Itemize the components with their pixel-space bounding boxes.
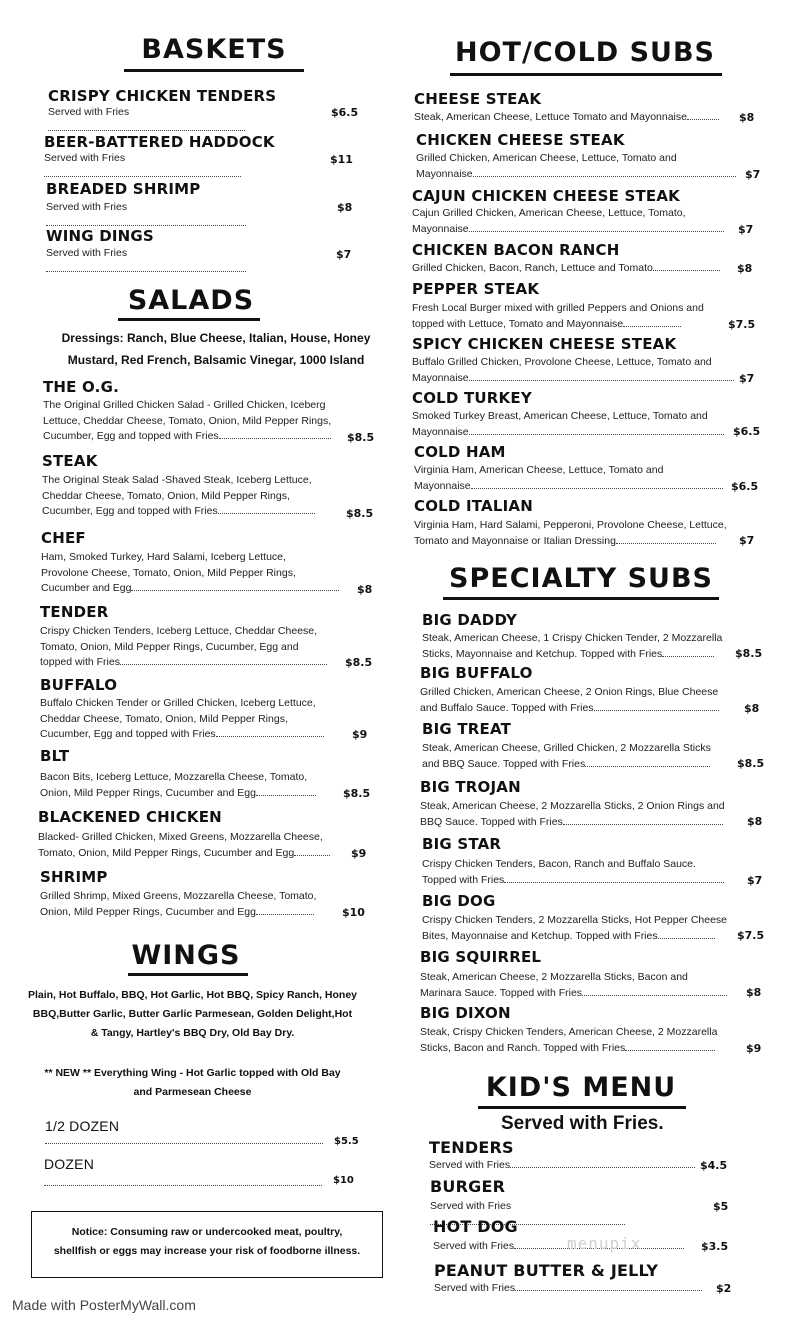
item-name: BIG DOG: [422, 892, 496, 910]
item-description: Served with Fries: [434, 1281, 709, 1297]
item-name: BIG TROJAN: [420, 778, 521, 796]
item-price: $8.5: [346, 507, 374, 520]
item-description: Bacon Bits, Iceberg Lettuce, Mozzarella Cheese, Tomato, Onion, Mild Pepper Rings, Cucumber and Egg: [40, 770, 340, 801]
item-name: CHEF: [41, 529, 86, 547]
item-name: PEANUT BUTTER & JELLY: [434, 1261, 659, 1280]
item-description: Served with Fries: [429, 1158, 699, 1174]
specialty-subs-rule: [443, 597, 719, 600]
item-price: $8: [357, 583, 373, 596]
item-name: BLACKENED CHICKEN: [38, 808, 222, 826]
hot-cold-subs-rule: [450, 73, 722, 76]
item-name: BIG BUFFALO: [420, 664, 533, 682]
item-price: $7: [336, 248, 352, 261]
item-name: BIG DADDY: [422, 611, 518, 629]
item-price: $8: [737, 262, 753, 275]
menupix-watermark: menupix: [567, 1234, 642, 1253]
item-description: Grilled Shrimp, Mixed Greens, Mozzarella Cheese, Tomato, Onion, Mild Pepper Rings, Cucumber and Egg: [40, 890, 317, 918]
item-name: BEER-BATTERED HADDOCK: [44, 133, 275, 151]
item-price: $7: [745, 168, 761, 181]
item-price: $3.5: [701, 1240, 729, 1253]
item-description: Steak, American Cheese, 2 Mozzarella Sticks, Bacon and Marinara Sauce. Topped with Fries: [420, 970, 740, 1001]
item-name: BIG STAR: [422, 835, 502, 853]
item-description: Served with Fries: [430, 1199, 705, 1230]
item-description: Crispy Chicken Tenders, Iceberg Lettuce, Cheddar Cheese, Tomato, Onion, Mild Pepper Rings, Cucumber, Egg and topped with Fries: [40, 624, 345, 671]
item-price: $7: [747, 874, 763, 887]
item-description: Cajun Grilled Chicken, American Cheese, Lettuce, Tomato, Mayonnaise: [412, 206, 727, 237]
item-name: BUFFALO: [40, 676, 118, 694]
item-dots: [45, 1143, 323, 1144]
item-price: $6.5: [731, 480, 759, 493]
item-description: Virginia Ham, Hard Salami, Pepperoni, Provolone Cheese, Lettuce, Tomato and Mayonnaise or Italian Dressing: [414, 519, 727, 547]
item-description: Steak, American Cheese, Lettuce Tomato and Mayonnaise: [414, 110, 734, 126]
item-name: CAJUN CHICKEN CHEESE STEAK: [412, 187, 680, 205]
item-price: $7: [739, 372, 755, 385]
item-description: Steak, American Cheese, 2 Mozzarella Sticks, 2 Onion Rings and BBQ Sauce. Topped with Fries: [420, 800, 725, 828]
item-name: BURGER: [430, 1177, 506, 1196]
item-description: Served with Fries: [48, 105, 323, 136]
wings-rule: [128, 973, 248, 976]
item-name: CHEESE STEAK: [414, 90, 542, 108]
item-description: Steak, Crispy Chicken Tenders, American Cheese, 2 Mozzarella Sticks, Bacon and Ranch. Topped with Fries: [420, 1026, 718, 1054]
item-price: $8.5: [343, 787, 371, 800]
item-description: Grilled Chicken, Bacon, Ranch, Lettuce and Tomato: [412, 261, 732, 277]
item-description: Steak, American Cheese, Grilled Chicken, 2 Mozzarella Sticks and BBQ Sauce. Topped with Fries: [422, 742, 711, 770]
item-price: $7.5: [728, 318, 756, 331]
baskets-title: BASKETS: [141, 34, 287, 65]
item-name: TENDER: [40, 603, 109, 621]
item-price: $8.5: [345, 656, 373, 669]
item-price: $9: [351, 847, 367, 860]
item-price: $9: [746, 1042, 762, 1055]
item-price: $8.5: [347, 431, 375, 444]
item-description: Steak, American Cheese, 1 Crispy Chicken Tender, 2 Mozzarella Sticks, Mayonnaise and Ketchup. Topped with Fries: [422, 632, 723, 660]
item-name: SHRIMP: [40, 868, 108, 886]
item-name: BIG DIXON: [420, 1004, 511, 1022]
item-price: $10: [333, 1175, 354, 1186]
item-price: $5: [713, 1200, 729, 1213]
item-price: $8: [739, 111, 755, 124]
wing-flavors: Plain, Hot Buffalo, BBQ, Hot Garlic, Hot BBQ, Spicy Ranch, Honey BBQ,Butter Garlic, Butter Garlic Parmesean, Golden Delight,Hot & Tangy, Hartley's BBQ Dry, Old Bay Dry.: [27, 989, 358, 1039]
item-price: $7.5: [737, 929, 765, 942]
baskets-rule: [124, 69, 304, 72]
item-price: $11: [330, 153, 353, 166]
item-description: Smoked Turkey Breast, American Cheese, Lettuce, Tomato and Mayonnaise: [412, 409, 732, 440]
item-name: BIG TREAT: [422, 720, 512, 738]
new-wing-promo: ** NEW ** Everything Wing - Hot Garlic topped with Old Bay and Parmesean Cheese: [44, 1067, 341, 1098]
dressings-list: Dressings: Ranch, Blue Cheese, Italian, House, Honey Mustard, Red French, Balsamic Vinegar, 1000 Island: [61, 331, 371, 367]
item-description: Buffalo Chicken Tender or Grilled Chicken, Iceberg Lettuce, Cheddar Cheese, Tomato, Onion, Mild Pepper Rings, Cucumber, Egg and topped with Fries: [40, 696, 345, 743]
item-name: DOZEN: [44, 1156, 94, 1172]
item-name: CHICKEN BACON RANCH: [412, 241, 620, 259]
item-price: $7: [739, 534, 755, 547]
item-name: TENDERS: [429, 1138, 514, 1157]
item-name: BREADED SHRIMP: [46, 180, 201, 198]
item-price: $8: [744, 702, 760, 715]
item-price: $2: [716, 1282, 732, 1295]
item-description: Ham, Smoked Turkey, Hard Salami, Iceberg Lettuce, Provolone Cheese, Tomato, Onion, Mild Pepper Rings, Cucumber and Egg: [41, 550, 351, 597]
item-description: Buffalo Grilled Chicken, Provolone Cheese, Lettuce, Tomato and Mayonnaise: [412, 355, 737, 386]
item-price: $8: [747, 815, 763, 828]
item-price: $8.5: [735, 647, 763, 660]
item-name: COLD TURKEY: [412, 389, 532, 407]
item-name: WING DINGS: [46, 227, 154, 245]
item-price: $7: [738, 223, 754, 236]
item-name: COLD HAM: [414, 443, 506, 461]
item-name: BIG SQUIRREL: [420, 948, 542, 966]
item-description: Served with Fries: [44, 151, 319, 182]
item-price: $8: [746, 986, 762, 999]
salads-title: SALADS: [127, 285, 255, 316]
item-name: BLT: [40, 747, 70, 765]
hot-cold-subs-title: HOT/COLD SUBS: [454, 37, 715, 68]
kids-menu-subtitle: Served with Fries.: [501, 1113, 664, 1134]
item-name: CRISPY CHICKEN TENDERS: [48, 87, 277, 105]
wings-title: WINGS: [131, 940, 241, 971]
footer-credit[interactable]: Made with PosterMyWall.com: [12, 1297, 196, 1313]
item-description: Crispy Chicken Tenders, Bacon, Ranch and Buffalo Sauce. Topped with Fries: [422, 857, 737, 888]
item-description: Fresh Local Burger mixed with grilled Peppers and Onions and topped with Lettuce, Tomato and Mayonnaise: [412, 302, 704, 330]
item-price: $8.5: [737, 757, 765, 770]
item-name: PEPPER STEAK: [412, 280, 540, 298]
item-description: Served with Fries: [46, 200, 326, 231]
item-description: Served with Fries: [46, 246, 326, 277]
item-description: Crispy Chicken Tenders, 2 Mozzarella Sticks, Hot Pepper Cheese Bites, Mayonnaise and Ketchup. Topped with Fries: [422, 914, 728, 942]
specialty-subs-title: SPECIALTY SUBS: [449, 563, 713, 594]
item-name: CHICKEN CHEESE STEAK: [416, 131, 625, 149]
salads-rule: [118, 318, 260, 321]
item-description: The Original Grilled Chicken Salad - Grilled Chicken, Iceberg Lettuce, Cheddar Cheese, Tomato, Onion, Mild Pepper Rings, Cucumber, Egg and topped with Fries: [43, 399, 332, 442]
item-description: Served with Fries: [433, 1239, 698, 1255]
item-name: STEAK: [42, 452, 98, 470]
item-name: HOT DOG: [433, 1217, 518, 1236]
item-price: $10: [342, 906, 365, 919]
item-price: $9: [352, 728, 368, 741]
item-description: Virginia Ham, American Cheese, Lettuce, Tomato and Mayonnaise: [414, 463, 734, 494]
kids-menu-rule: [478, 1106, 686, 1109]
item-name: COLD ITALIAN: [414, 497, 533, 515]
item-name: THE O.G.: [43, 378, 119, 396]
item-name: 1/2 DOZEN: [45, 1118, 120, 1134]
item-dots: [44, 1185, 322, 1186]
item-price: $8: [337, 201, 353, 214]
item-description: Grilled Chicken, American Cheese, Lettuce, Tomato and Mayonnaise: [416, 151, 741, 182]
item-description: Grilled Chicken, American Cheese, 2 Onion Rings, Blue Cheese and Buffalo Sauce. Topped with Fries: [420, 686, 719, 714]
item-price: $4.5: [700, 1159, 728, 1172]
item-name: SPICY CHICKEN CHEESE STEAK: [412, 335, 677, 353]
food-safety-notice: Notice: Consuming raw or undercooked meat, poultry, shellfish or eggs may increase your risk of foodborne illness.: [31, 1211, 383, 1278]
item-description: The Original Steak Salad -Shaved Steak, Iceberg Lettuce, Cheddar Cheese, Tomato, Onion, Mild Pepper Rings, Cucumber, Egg and topped with Fries: [42, 473, 342, 520]
item-price: $6.5: [733, 425, 761, 438]
kids-menu-title: KID'S MENU: [485, 1072, 677, 1103]
item-description: Blacked- Grilled Chicken, Mixed Greens, Mozzarella Cheese, Tomato, Onion, Mild Pepper Rings, Cucumber and Egg: [38, 830, 348, 861]
item-price: $6.5: [331, 106, 359, 119]
item-price: $5.5: [334, 1136, 359, 1147]
